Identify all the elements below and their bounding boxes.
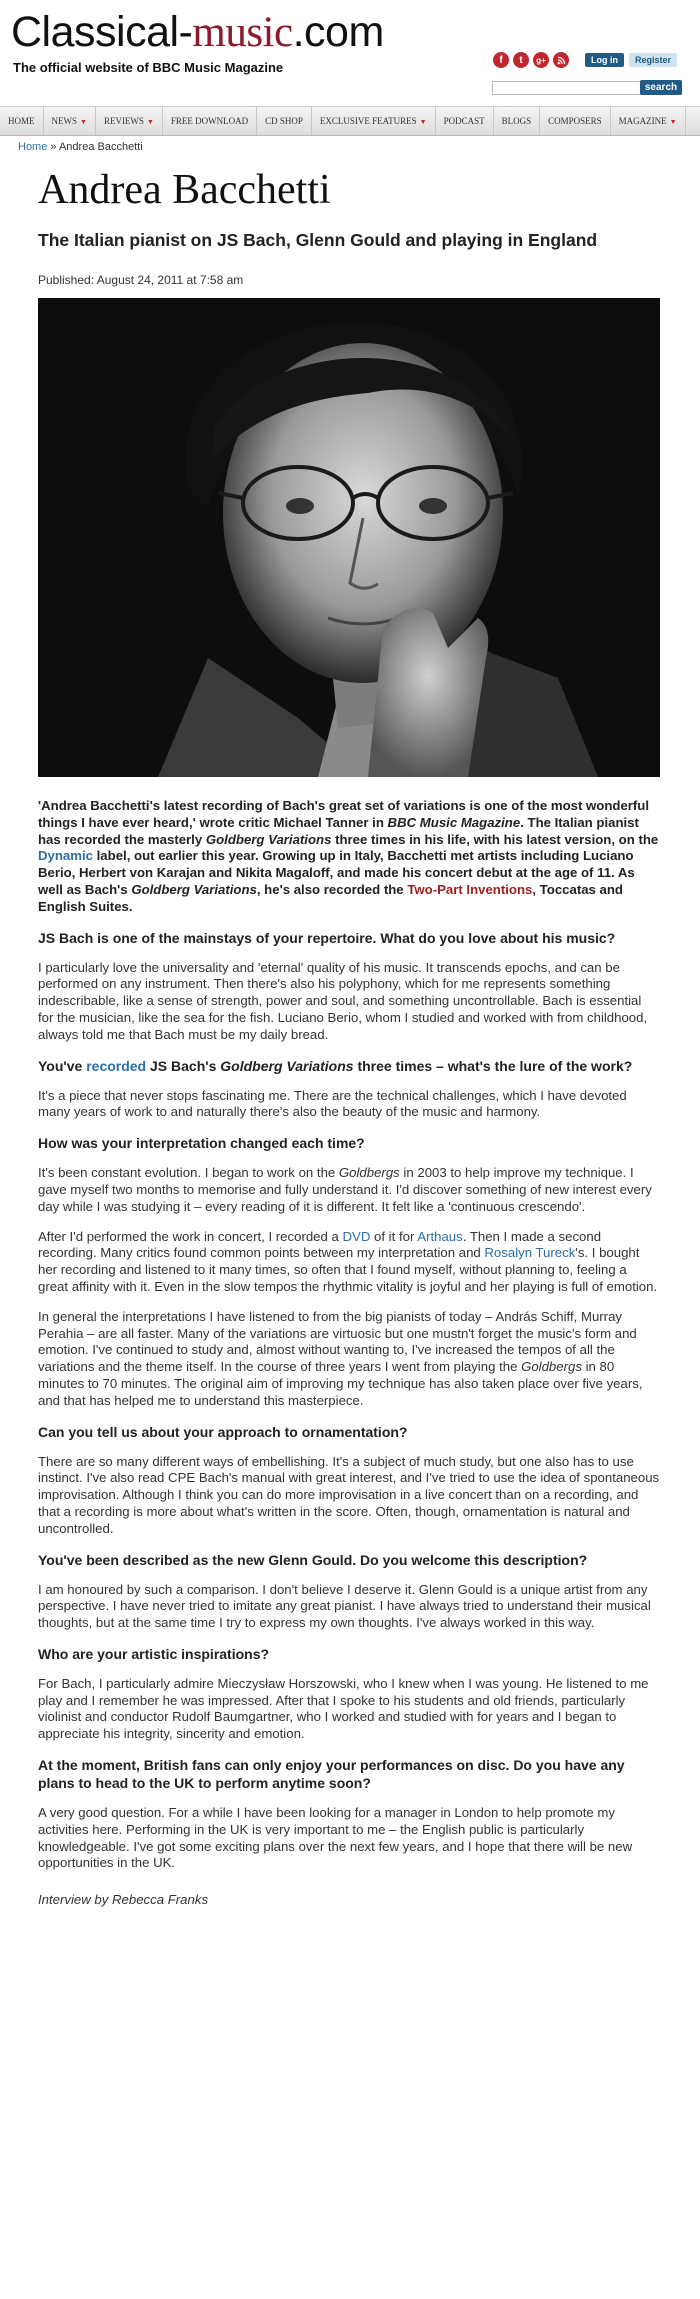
search-button[interactable]: search: [640, 80, 682, 95]
site-logo[interactable]: [11, 8, 384, 57]
nav-item-blogs[interactable]: [494, 107, 541, 135]
lead-text: . The Italian pianist has recorded the masterly: [38, 814, 639, 847]
dropdown-arrow-icon: ▼: [419, 118, 427, 126]
recorded-link[interactable]: recorded: [86, 1057, 147, 1074]
lead-text: label, out earlier this year. Growing up in Italy, Bacchetti met artists including Luciano Berio, Herbert von Karajan and Nikita Magaloff, and made his concert debut at the age of 11. As well as Bach's: [38, 848, 635, 897]
question: [38, 1057, 660, 1075]
logo-suffix: .com: [292, 8, 384, 56]
nav-item-label: HOME: [8, 116, 35, 126]
nav-item-label: EXCLUSIVE FEATURES: [319, 116, 417, 126]
answer-text: Goldbergs: [521, 1359, 582, 1375]
answer: For Bach, I particularly admire Mieczysław Horszowski, who I knew when I was young. He listened to me play and I remember he was impressed. After that I spoke to his students and old friends, particularly violinist and conductor Rudolf Baumgartner, who I worked and studied with for years and I began to appreciate his integrity, sincerity and emotion.: [38, 1675, 649, 1742]
portrait-photo: [38, 298, 660, 777]
question: JS Bach is one of the mainstays of your repertoire. What do you love about his music?: [38, 929, 616, 946]
dropdown-arrow-icon: ▼: [669, 118, 677, 126]
interview-credit: Interview by Rebecca Franks: [38, 1892, 209, 1908]
answer-text: Goldbergs: [338, 1165, 400, 1181]
question-text: three times – what's the lure of the work?: [353, 1057, 633, 1074]
nav-item-podcast[interactable]: [436, 107, 494, 135]
lead-text: Goldberg Variations: [205, 831, 332, 847]
lead-text: BBC Music Magazine: [387, 814, 521, 830]
nav-item-home[interactable]: [0, 107, 44, 135]
google-plus-icon[interactable]: g+: [533, 52, 549, 68]
question: Who are your artistic inspirations?: [38, 1645, 270, 1662]
answer: I particularly love the universality and 'eternal' quality of his music. It transcends epochs, and can be performed on any instrument. Then there's also his polyphony, which for me represents something indescribable, like a sense of strength, power and soul, and something uncontrollable. Bach is essential for the musician, like the sea for the fish. Luciano Berio, whom I studied and worked with from childhood, always told me that Bach must be my daily bread.: [38, 959, 648, 1042]
answer-text: In general the interpretations I have listened to from the big pianists of today – András Schiff, Murray Perahia – are all faster. Many of the variations are virtuosic but one mustn't forget the music's form and emotion. I've continued to study and, almost without wanting to, I've increased the tempos of all the variations and the theme itself. In the course of three years I went from playing the: [38, 1308, 637, 1375]
rss-icon[interactable]: [553, 52, 569, 68]
breadcrumb-home[interactable]: Home: [18, 141, 48, 153]
site-tagline: The official website of BBC Music Magazine: [13, 60, 284, 75]
lead-text: three times in his life, with his latest version, on the: [331, 831, 659, 847]
register-button[interactable]: Register: [629, 53, 677, 67]
social-icons: [493, 52, 569, 68]
two-part-inventions-link[interactable]: Two-Part Inventions: [407, 881, 533, 897]
nav-item-label: FREE DOWNLOAD: [170, 116, 249, 126]
nav-item-label: CD SHOP: [265, 116, 303, 126]
nav-item-label: NEWS: [51, 116, 77, 126]
lead-text: , Toccatas and English Suites.: [38, 881, 623, 914]
question: How was your interpretation changed each time?: [38, 1135, 365, 1152]
rosalyn-tureck-link[interactable]: Rosalyn Tureck: [484, 1245, 576, 1261]
question-text: JS Bach's: [146, 1057, 221, 1074]
nav-item-free-download[interactable]: [163, 107, 257, 135]
question-text: Goldberg Variations: [220, 1057, 354, 1074]
facebook-icon[interactable]: f: [493, 52, 509, 68]
twitter-icon[interactable]: t: [513, 52, 529, 68]
answer-text: After I'd performed the work in concert, I recorded a: [38, 1228, 343, 1244]
site-header: [0, 0, 700, 100]
page-subtitle: The Italian pianist on JS Bach, Glenn Gould and playing in England: [38, 230, 598, 250]
nav-item-composers[interactable]: [540, 107, 611, 135]
logo-prefix: Classical-: [11, 8, 193, 56]
answer: It's a piece that never stops fascinating me. There are the technical challenges, which I have devoted many years of work to and naturally there's also the beauty of the music and harmony.: [38, 1087, 627, 1120]
nav-item-label: PODCAST: [443, 116, 485, 126]
answer-text: of it for: [370, 1228, 418, 1244]
logo-music: music: [192, 9, 293, 56]
answer: A very good question. For a while I have been looking for a manager in London to help promote my activities here. Performing in the UK is very important to me – the English public is particularly knowledgeable. I've got some exciting plans over the next few years, and I hope that there will be new opportunities in the UK.: [38, 1805, 633, 1871]
question: At the moment, British fans can only enjoy your performances on disc. Do you have any plans to head to the UK to perform anytime soon?: [38, 1757, 625, 1792]
login-button[interactable]: Log in: [585, 53, 624, 67]
answer-text: . Then I made a second recording. Many critics found common points between my interpretation and: [38, 1228, 602, 1261]
article-lead: [38, 798, 660, 916]
answer: There are so many different ways of embellishing. It's a subject of much study, but one also has to use instinct. I've also read CPE Bach's manual with great interest, and I've tried to use the idea of spontaneous improvisation. Although I think you can do more improvisation in a live concert than on a recording, and that a recording is more about what's written in the score. Often, though, ornamentation is natural and uncontrolled.: [38, 1453, 660, 1536]
lead-text: , he's also recorded the: [256, 881, 408, 897]
lead-text: 'Andrea Bacchetti's latest recording of Bach's great set of variations is one of the most wonderful things I have ever heard,' wrote critic Michael Tanner in: [38, 798, 650, 830]
search-input[interactable]: [492, 81, 644, 95]
answer-text: in 80 minutes to 70 minutes. The original aim of improving my technique has also taken place over five years, and that has helped me to understand this masterpiece.: [38, 1359, 643, 1408]
dynamic-label-link[interactable]: Dynamic: [38, 848, 93, 864]
answer-text: It's been constant evolution. I began to work on the: [38, 1165, 339, 1181]
dropdown-arrow-icon: ▼: [80, 118, 87, 126]
breadcrumb-current: Andrea Bacchetti: [58, 141, 143, 153]
nav-item-label: BLOGS: [501, 116, 532, 126]
nav-item-news[interactable]: [44, 107, 96, 135]
nav-item-magazine[interactable]: [611, 107, 686, 135]
page-title: Andrea Bacchetti: [38, 167, 331, 213]
answer: [38, 1165, 660, 1215]
answer-text: in 2003 to help improve my technique. I gave myself two months to memorise and fully understand it. I'd discover something of new interest every day while I was studying it – every reading of it is different. It felt like a 'continuous crescendo'.: [38, 1165, 652, 1214]
nav-item-label: MAGAZINE: [618, 116, 667, 126]
answer: I am honoured by such a comparison. I don't believe I deserve it. Glenn Gould is a unique artist from any perspective. I have never tried to imitate any great pianist. I have always tried to understand their musical thoughts, but at the same time I try to express my own thoughts. I've always worked in this way.: [38, 1581, 651, 1631]
dvd-link[interactable]: DVD: [342, 1228, 371, 1244]
breadcrumb-separator: »: [47, 141, 59, 153]
breadcrumb: [18, 141, 143, 153]
article-body: [38, 798, 660, 1922]
lead-text: Goldberg Variations: [131, 881, 257, 897]
main-nav: [0, 106, 700, 136]
published-date: Published: August 24, 2011 at 7:58 am: [38, 273, 244, 287]
nav-item-exclusive-features[interactable]: [312, 107, 436, 135]
question-text: You've: [38, 1057, 87, 1074]
question: You've been described as the new Glenn Gould. Do you welcome this description?: [38, 1551, 588, 1568]
question: Can you tell us about your approach to ornamentation?: [38, 1423, 408, 1440]
answer: [38, 1309, 660, 1410]
answer-text: 's. I bought her recording and listened to it many times, so often that I found myself, without planning to, feeling a great affinity with it. Even in the slow tempos the rhythmic vitality is joyful and her playing is full of emotion.: [38, 1245, 658, 1294]
nav-item-label: COMPOSERS: [548, 116, 602, 126]
dropdown-arrow-icon: ▼: [146, 118, 154, 126]
nav-item-cd-shop[interactable]: [257, 107, 312, 135]
arthaus-link[interactable]: Arthaus: [417, 1228, 463, 1244]
answer: [38, 1229, 660, 1296]
nav-item-label: REVIEWS: [103, 116, 144, 126]
nav-item-reviews[interactable]: [96, 107, 163, 135]
